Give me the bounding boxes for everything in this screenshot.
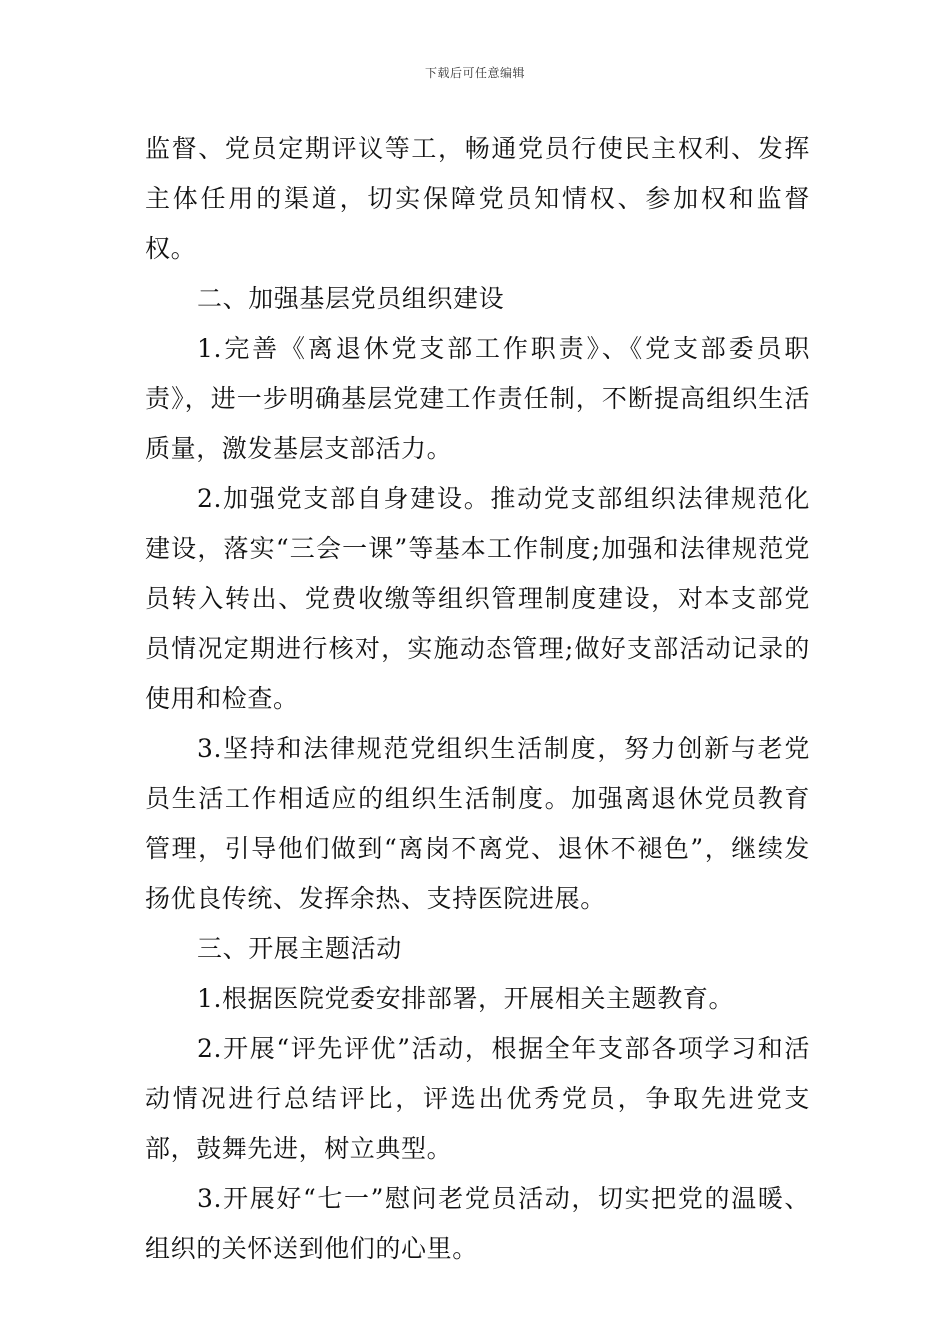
paragraph-item-2-2: 2.加强党支部自身建设。推动党支部组织法律规范化建设，落实“三会一课”等基本工作制度;加强和法律规范党员转入转出、党费收缴等组织管理制度建设，对本支部党员情况定期进行核对，实施动态管理;做好支部活动记录的使用和检查。	[145, 484, 810, 713]
document-body	[145, 124, 810, 1274]
section-heading-3: 三、开展主题活动	[197, 934, 402, 963]
paragraph-item-3-3: 3.开展好“七一”慰问老党员活动，切实把党的温暖、组织的关怀送到他们的心里。	[145, 1184, 810, 1263]
section-heading-2: 二、加强基层党员组织建设	[197, 284, 505, 313]
paragraph-item-2-1: 1.完善《离退休党支部工作职责》、《党支部委员职责》，进一步明确基层党建工作责任制，不断提高组织生活质量，激发基层支部活力。	[145, 334, 810, 463]
paragraph-continuation: 监督、党员定期评议等工，畅通党员行使民主权利、发挥主体任用的渠道，切实保障党员知情权、参加权和监督权。	[145, 134, 810, 263]
header-note: 下载后可任意编辑	[424, 66, 525, 80]
paragraph-item-2-3: 3.坚持和法律规范党组织生活制度，努力创新与老党员生活工作相适应的组织生活制度。加强离退休党员教育管理，引导他们做到“离岗不离党、退休不褪色”，继续发扬优良传统、发挥余热、支持医院进展。	[145, 734, 810, 913]
paragraph-item-3-1: 1.根据医院党委安排部署，开展相关主题教育。	[197, 984, 735, 1013]
paragraph-item-3-2: 2.开展“评先评优”活动，根据全年支部各项学习和活动情况进行总结评比，评选出优秀党员，争取先进党支部，鼓舞先进，树立典型。	[145, 1034, 810, 1163]
